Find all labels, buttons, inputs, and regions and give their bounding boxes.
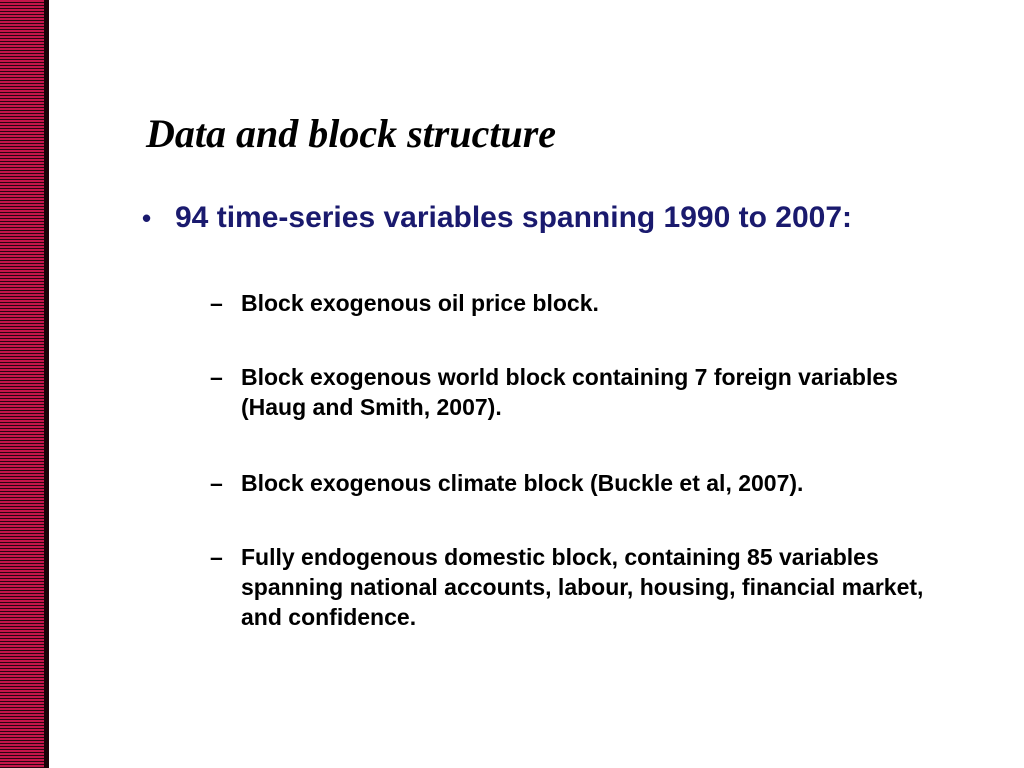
decorative-side-bar bbox=[0, 0, 44, 768]
dash-marker: – bbox=[210, 290, 223, 316]
bullet-marker: • bbox=[142, 203, 152, 233]
slide-title: Data and block structure bbox=[146, 111, 557, 156]
sub-bullet-oil bbox=[210, 288, 950, 318]
sub-bullet-text: Block exogenous climate block (Buckle et al, 2007). bbox=[241, 470, 804, 496]
dash-marker: – bbox=[210, 470, 223, 496]
sub-bullet-text: Fully endogenous domestic block, containing 85 variables spanning national accounts, labour, housing, financial market, and confidence. bbox=[241, 544, 924, 630]
side-bar-edge bbox=[44, 0, 49, 768]
sub-bullet-climate bbox=[210, 468, 950, 498]
main-bullet-text: 94 time-series variables spanning 1990 to 2007: bbox=[175, 201, 853, 234]
sub-bullet-text: Block exogenous oil price block. bbox=[241, 290, 599, 316]
dash-marker: – bbox=[210, 364, 223, 390]
sub-bullet-domestic bbox=[210, 542, 950, 632]
main-bullet bbox=[142, 200, 932, 236]
sub-bullet-world bbox=[210, 362, 950, 422]
dash-marker: – bbox=[210, 544, 223, 570]
sub-bullet-text: Block exogenous world block containing 7 foreign variables (Haug and Smith, 2007). bbox=[241, 364, 898, 420]
